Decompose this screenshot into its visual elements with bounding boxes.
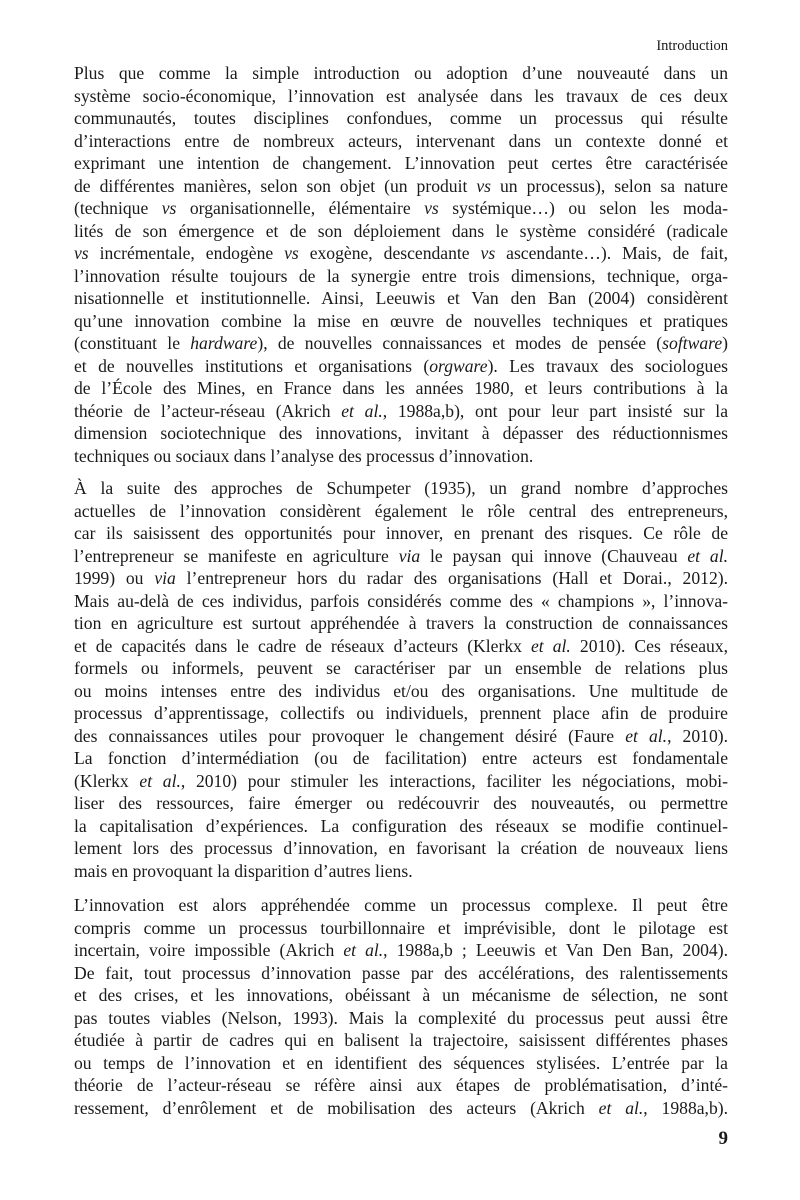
italic-term: vs bbox=[480, 243, 496, 263]
text-line: (constituant le hardware), de nouvelles connaissances et modes de pensée (software) bbox=[74, 333, 728, 353]
text-line: l’entrepreneur se manifeste en agriculture via le paysan qui innove (Chauveau et al. bbox=[74, 545, 728, 566]
text-line: ou moins intenses entre des individus et/ou des organisations. Une multitude de bbox=[74, 680, 728, 701]
text-line: d’interactions entre de nombreux acteurs, intervenant dans un contexte donné et bbox=[74, 130, 728, 151]
text-line: l’innovation résulte toujours de la synergie entre trois dimensions, technique, orga- bbox=[74, 265, 728, 286]
italic-term: et al. bbox=[625, 725, 668, 746]
text-line: communautés, toutes disciplines confondues, comme un processus qui résulte bbox=[74, 108, 728, 128]
text-line: ou temps de l’innovation et en identifient des séquences stylisées. L’entrée par la bbox=[74, 1052, 728, 1073]
text-line: processus d’apprentissage, collectifs ou individuels, prennent place afin de produire bbox=[74, 703, 728, 723]
text-line: dimension sociotechnique des innovations, invitant à dépasser des réductionnismes bbox=[74, 423, 728, 443]
text-line: À la suite des approches de Schumpeter (1935), un grand nombre d’approches bbox=[74, 478, 728, 498]
text-line: car ils saisissent des opportunités pour innover, en prenant des risques. Ce rôle de bbox=[74, 523, 728, 543]
italic-term: vs bbox=[74, 243, 89, 263]
text-line: La fonction d’intermédiation (ou de facilitation) entre acteurs est fondamentale bbox=[74, 748, 728, 768]
text-line: tion en agriculture est surtout appréhendée à travers la construction de connaissances bbox=[74, 613, 728, 633]
italic-term: vs bbox=[161, 198, 177, 218]
text-line: Mais au-delà de ces individus, parfois considérés comme des « champions », l’innova- bbox=[74, 590, 728, 611]
text-line: vs incrémentale, endogène vs exogène, descendante vs ascendante…). Mais, de fait, bbox=[74, 243, 728, 263]
italic-term: et al. bbox=[341, 400, 383, 421]
text-line: 1999) ou via l’entrepreneur hors du radar des organisations (Hall et Dorai., 2012). bbox=[74, 568, 729, 588]
italic-term: vs bbox=[424, 198, 439, 218]
text-line: mais en provoquant la disparition d’autres liens. bbox=[74, 860, 413, 881]
text-line: et de capacités dans le cadre de réseaux d’acteurs (Klerkx et al. 2010). Ces réseaux, bbox=[74, 635, 729, 656]
italic-term: et al. bbox=[530, 635, 571, 656]
text-line: pas toutes viables (Nelson, 1993). Mais la complexité du processus peut aussi être bbox=[74, 1007, 728, 1028]
text-line: des connaissances utiles pour provoquer le changement désiré (Faure et al., 2010). bbox=[74, 725, 728, 746]
text-line: exprimant une intention de changement. L’innovation peut certes être caractérisée bbox=[74, 153, 728, 173]
italic-term: et al. bbox=[139, 770, 181, 791]
text-line: et des crises, et les innovations, obéissant à un mécanisme de sélection, ne sont bbox=[74, 985, 728, 1005]
text-line: théorie de l’acteur-réseau (Akrich et al., 1988a,b), ont pour leur part insisté sur la bbox=[74, 400, 729, 421]
italic-term: vs bbox=[476, 175, 492, 196]
text-line: la capitalisation d’expériences. La configuration des réseaux se modifie continuel- bbox=[74, 815, 728, 836]
text-line: (technique vs organisationnelle, élémentaire vs systémique…) ou selon les moda- bbox=[74, 198, 728, 218]
text-line: ressement, d’enrôlement et de mobilisation des acteurs (Akrich et al., 1988a,b). bbox=[74, 1097, 729, 1118]
italic-term: hardware bbox=[190, 333, 258, 353]
text-line: (Klerkx et al., 2010) pour stimuler les interactions, faciliter les négociations, mobi- bbox=[74, 770, 728, 791]
text-line: qu’une innovation combine la mise en œuvre de nouvelles techniques et pratiques bbox=[74, 310, 728, 331]
text-line: liser des ressources, faire émerger ou redécouvrir des nouveautés, ou permettre bbox=[74, 793, 728, 813]
italic-term: orgware bbox=[429, 355, 488, 376]
italic-term: via bbox=[398, 545, 421, 566]
text-line: nisationnelle et institutionnelle. Ainsi, Leeuwis et Van den Ban (2004) considèrent bbox=[74, 288, 728, 308]
text-line: Plus que comme la simple introduction ou adoption d’une nouveauté dans un bbox=[74, 63, 728, 83]
text-line: L’innovation est alors appréhendée comme un processus complexe. Il peut être bbox=[74, 895, 728, 915]
text-line: incertain, voire impossible (Akrich et al., 1988a,b ; Leeuwis et Van Den Ban, 2004). bbox=[74, 940, 728, 960]
text-line: théorie de l’acteur-réseau se réfère ainsi aux étapes de problématisation, d’inté- bbox=[74, 1075, 728, 1095]
text-line: système socio-économique, l’innovation est analysée dans les travaux de ces deux bbox=[74, 85, 728, 106]
italic-term: software bbox=[662, 333, 723, 353]
italic-term: et al. bbox=[598, 1097, 644, 1118]
text-line: compris comme un processus tourbillonnaire et imprévisible, dont le pilotage est bbox=[74, 917, 728, 938]
italic-term: et al. bbox=[687, 545, 728, 566]
text-line: lités de son émergence et de son déploiement dans le système considéré (radicale bbox=[74, 220, 728, 241]
text-line: de différentes manières, selon son objet (un produit vs un processus), selon sa nature bbox=[74, 175, 728, 196]
text-line: de l’École des Mines, en France dans les années 1980, et leurs contributions à la bbox=[74, 378, 728, 398]
text-line: lement lors des processus d’innovation, en favorisant la création de nouveaux liens bbox=[74, 838, 728, 858]
text-line: étudiée à partir de cadres qui en balisent la trajectoire, saisissent différentes phases bbox=[74, 1030, 728, 1050]
text-line: et de nouvelles institutions et organisations (orgware). Les travaux des sociologues bbox=[74, 355, 728, 376]
text-line: De fait, tout processus d’innovation passe par des accélérations, des ralentissements bbox=[74, 962, 728, 983]
running-head: Introduction bbox=[656, 38, 728, 54]
text-line: techniques ou sociaux dans l’analyse des processus d’innovation. bbox=[74, 445, 534, 466]
italic-term: et al. bbox=[343, 940, 384, 960]
page-number: 9 bbox=[718, 1128, 728, 1149]
italic-term: via bbox=[154, 568, 176, 588]
italic-term: vs bbox=[284, 243, 299, 263]
text-line: formels ou informels, peuvent se caractériser par un ensemble de relations plus bbox=[74, 658, 728, 678]
text-line: actuelles de l’innovation considèrent également le rôle central des entrepreneurs, bbox=[74, 500, 728, 521]
